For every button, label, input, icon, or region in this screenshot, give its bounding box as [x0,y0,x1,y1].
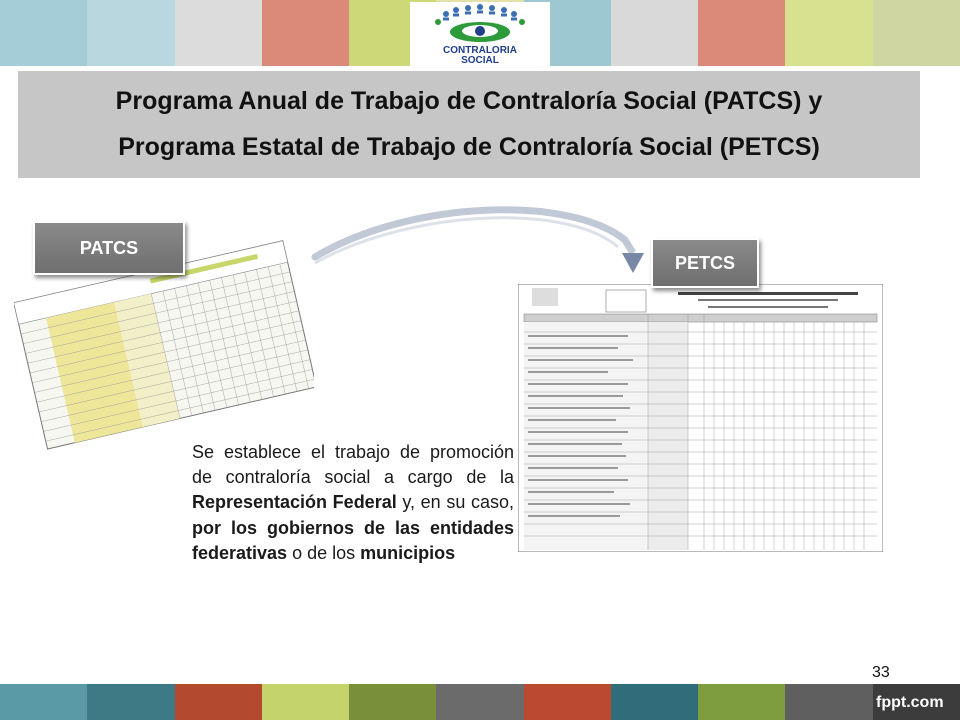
body-bold-part: municipios [360,542,456,563]
logo-text-line2: SOCIAL [461,55,499,66]
title-line-1: Programa Anual de Trabajo de Contraloría Social (PATCS) y [115,87,823,115]
band-segment [175,684,262,720]
band-segment [785,0,872,66]
band-segment [0,0,87,66]
petcs-spreadsheet-thumbnail [518,284,883,552]
band-segment [349,684,436,720]
band-segment [611,684,698,720]
body-text-part: y, en su caso, [396,492,514,513]
body-paragraph [192,440,514,566]
petcs-label: PETCS [651,238,759,288]
body-bold-part: por los gobiernos de las entidades federativas [192,517,514,563]
body-bold-part: Representación Federal [192,492,397,513]
patcs-label: PATCS [33,221,185,275]
title-banner [18,71,920,178]
people-circle-logo-icon [410,2,550,46]
band-segment [0,684,87,720]
band-segment [785,684,872,720]
brand-footer: fppt.com [876,694,944,711]
logo-text-line1: CONTRALORIA [443,45,517,56]
title-line-2: Programa Estatal de Trabajo de Contraloría Social (PETCS) [118,133,820,161]
body-text-part: Se establece el trabajo de promoción de contraloría social a cargo de la [192,442,514,488]
bottom-color-band [0,684,960,720]
band-segment [262,684,349,720]
page-number: 33 [872,664,890,681]
band-segment [611,0,698,66]
body-text-part: o de los [287,542,361,563]
band-segment [87,684,174,720]
band-segment [698,684,785,720]
band-segment [873,0,960,66]
contraloria-social-logo [410,2,550,66]
band-segment [698,0,785,66]
band-segment [524,684,611,720]
band-segment [87,0,174,66]
band-segment [436,684,523,720]
band-segment [175,0,262,66]
band-segment [262,0,349,66]
